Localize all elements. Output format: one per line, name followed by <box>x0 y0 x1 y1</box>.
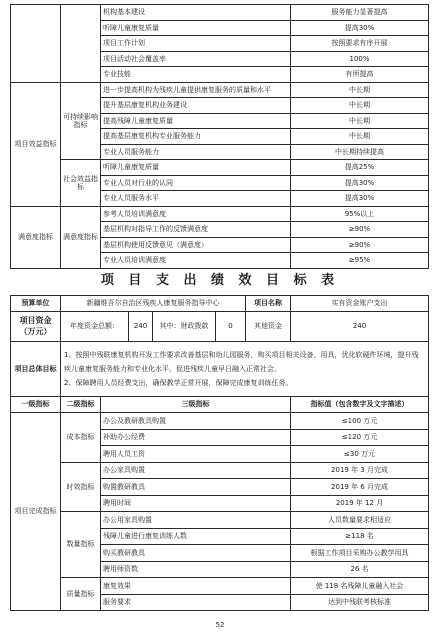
goal-row <box>11 342 429 397</box>
indicator-cell: 基层机构使用反馈意见（满意度） <box>101 237 291 253</box>
level2-satisfaction-label: 满意度指标 <box>61 206 101 268</box>
indicator-cell: 专业人员对行业的认同 <box>101 175 291 191</box>
value-cell: ≥90% <box>291 222 429 238</box>
indicator-cell: 聘用人员工资 <box>101 446 291 463</box>
level1-completion-label: 项目完成指标 <box>11 413 61 611</box>
value-cell: 提高30% <box>291 20 429 36</box>
indicator-cell: 基层机构对指导工作的反馈满意度 <box>101 222 291 238</box>
group-quantity-label: 数量指标 <box>61 512 101 578</box>
budget-unit-value: 新疆维吾尔自治区残疾人康复服务指导中心 <box>61 296 246 312</box>
value-cell: 提高30% <box>291 175 429 191</box>
goal-label: 项目总体目标 <box>11 342 61 397</box>
header-level1: 一级指标 <box>11 397 61 413</box>
indicator-cell: 购置教研教具 <box>101 479 291 496</box>
indicator-cell: 专业技能 <box>101 67 291 83</box>
goal-line: 1、按照中残联康复机构开发工作要求改善基层和幼儿园服务，购买项目相关设备、用具，优化软硬件环境，提升残疾儿童康复服务能力和专业化水平，促进残疾儿童早日融入正常社会。 <box>64 351 419 373</box>
value-cell: 人员数量要求相适应 <box>291 512 429 529</box>
group-cost-label: 成本指标 <box>61 413 101 463</box>
value-cell: ≥118 名 <box>291 528 429 545</box>
indicator-cell: 残障儿童进行康复训练人数 <box>101 528 291 545</box>
indicator-cell: 补助办公经费 <box>101 429 291 446</box>
value-cell: ≥90% <box>291 237 429 253</box>
table-row <box>11 512 429 529</box>
table-row <box>11 82 429 98</box>
table-row <box>11 413 429 430</box>
level2-social-label: 社会效益指标 <box>61 160 101 207</box>
funds-other-value: 240 <box>291 312 429 342</box>
indicator-cell: 参考人员培训满意度 <box>101 206 291 222</box>
indicator-cell: 聘用时间 <box>101 495 291 512</box>
page-number: 52 <box>215 621 225 629</box>
page-title: 项 目 支 出 绩 效 目 标 表 <box>100 273 340 288</box>
indicator-cell: 机构基本建设 <box>101 5 291 21</box>
empty-cell <box>11 5 61 83</box>
goal-line: 2、保障聘用人员经费支出，确保教学正常开展，保障完成康复训练任务。 <box>64 379 293 387</box>
value-cell: 中长期持续提高 <box>291 144 429 160</box>
value-cell: 中长期 <box>291 113 429 129</box>
value-cell: 2019 年 3 月完成 <box>291 462 429 479</box>
header-level3: 三级指标 <box>101 397 291 413</box>
indicator-cell: 专业人员服务能力 <box>101 144 291 160</box>
table-row <box>11 578 429 595</box>
indicator-cell: 进一步提高机构为残疾儿童提供康复服务的质量和水平 <box>101 82 291 98</box>
value-cell: 提高25% <box>291 160 429 176</box>
table-row <box>11 462 429 479</box>
indicator-cell: 听障儿童康复质量 <box>101 20 291 36</box>
indicator-cell: 购买教研教具 <box>101 545 291 562</box>
indicator-cell: 服务要求 <box>101 594 291 611</box>
group-timeliness-label: 时效指标 <box>61 462 101 512</box>
level1-satisfaction-label: 满意度指标 <box>11 206 61 268</box>
empty-cell <box>61 5 101 83</box>
table-row <box>11 206 429 222</box>
group-quality-label: 质量指标 <box>61 578 101 611</box>
funds-other-label: 其他资金 <box>246 312 291 342</box>
header-value: 指标值（包含数字及文字描述） <box>291 397 429 413</box>
funds-label: 项目资金（万元） <box>11 312 61 342</box>
level1-benefit-label: 项目效益指标 <box>11 82 61 206</box>
value-cell: 26 名 <box>291 561 429 578</box>
indicator-cell: 办公及教研教具购置 <box>101 413 291 430</box>
value-cell: 提高30% <box>291 191 429 207</box>
indicator-cell: 专业人员服务水平 <box>101 191 291 207</box>
value-cell: 100% <box>291 51 429 67</box>
indicator-cell: 提高基层康复机构专业服务能力 <box>101 129 291 145</box>
goal-text <box>61 342 429 397</box>
continued-indicator-table <box>10 4 429 269</box>
header-row <box>11 397 429 413</box>
value-cell: ≤120 万元 <box>291 429 429 446</box>
indicator-cell: 办公家具购置 <box>101 462 291 479</box>
value-cell: 2019 年 6 月完成 <box>291 479 429 496</box>
funds-total-value: 240 <box>129 312 153 342</box>
header-level2: 二级指标 <box>61 397 101 413</box>
value-cell: 中长期 <box>291 82 429 98</box>
table-row <box>11 5 429 21</box>
value-cell: 达到中残联考核标准 <box>291 594 429 611</box>
value-cell: 按照要求有序开展 <box>291 36 429 52</box>
performance-target-table <box>10 295 429 611</box>
funds-fiscal-value: 0 <box>216 312 246 342</box>
indicator-cell: 项目活动社会覆盖率 <box>101 51 291 67</box>
indicator-cell: 专业人员培训满意度 <box>101 253 291 269</box>
value-cell: 95%以上 <box>291 206 429 222</box>
value-cell: 根据工作项目采购办公教学用具 <box>291 545 429 562</box>
value-cell: 2019 年 12 月 <box>291 495 429 512</box>
indicator-cell: 聘用师资数 <box>101 561 291 578</box>
budget-unit-label: 预算单位 <box>11 296 61 312</box>
indicator-cell: 项目工作计划 <box>101 36 291 52</box>
value-cell: 使 118 名残障儿童融入社会 <box>291 578 429 595</box>
funds-row <box>11 312 429 342</box>
value-cell: 中长期 <box>291 98 429 114</box>
value-cell: ≥95% <box>291 253 429 269</box>
value-cell: 中长期 <box>291 129 429 145</box>
value-cell: ≤30 万元 <box>291 446 429 463</box>
project-name-value: 实有资金账户支出 <box>291 296 429 312</box>
indicator-cell: 提升基层康复机构业务建设 <box>101 98 291 114</box>
value-cell: ≤100 万元 <box>291 413 429 430</box>
budget-row <box>11 296 429 312</box>
funds-fiscal-label: 其中：财政拨款 <box>153 312 216 342</box>
level2-sustainable-label: 可持续影响指标 <box>61 82 101 160</box>
indicator-cell: 提高残障儿童康复质量 <box>101 113 291 129</box>
indicator-cell: 听障儿童康复质量 <box>101 160 291 176</box>
funds-total-label: 年度资金总额： <box>61 312 129 342</box>
indicator-cell: 办公用家具购置 <box>101 512 291 529</box>
indicator-cell: 康复效果 <box>101 578 291 595</box>
table-row <box>11 160 429 176</box>
value-cell: 有所提高 <box>291 67 429 83</box>
value-cell: 服务能力显著提高 <box>291 5 429 21</box>
project-name-label: 项目名称 <box>246 296 291 312</box>
